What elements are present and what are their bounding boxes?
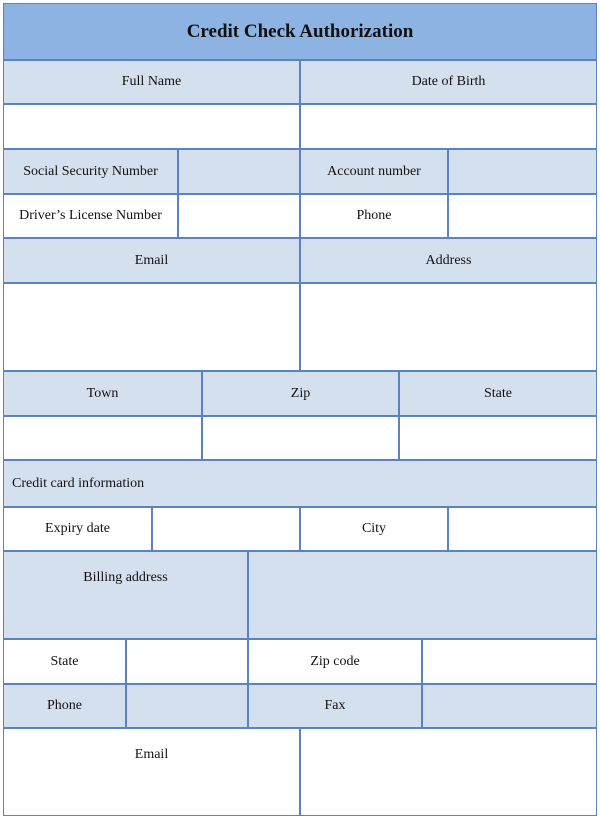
credit-card-info-heading: Credit card information bbox=[3, 460, 597, 507]
billing-email-field[interactable] bbox=[300, 728, 597, 816]
full-name-label: Full Name bbox=[3, 60, 300, 104]
phone-field[interactable] bbox=[448, 194, 597, 238]
date-of-birth-label: Date of Birth bbox=[300, 60, 597, 104]
billing-phone-label: Phone bbox=[3, 684, 126, 728]
ssn-label: Social Security Number bbox=[3, 149, 178, 194]
zip-code-field[interactable] bbox=[422, 639, 597, 684]
address-label: Address bbox=[300, 238, 597, 283]
email-field[interactable] bbox=[3, 283, 300, 371]
billing-phone-field[interactable] bbox=[126, 684, 248, 728]
town-field[interactable] bbox=[3, 416, 202, 460]
state-field[interactable] bbox=[399, 416, 597, 460]
city-field[interactable] bbox=[448, 507, 597, 551]
city-label: City bbox=[300, 507, 448, 551]
ssn-field[interactable] bbox=[178, 149, 300, 194]
full-name-field[interactable] bbox=[3, 104, 300, 149]
phone-label: Phone bbox=[300, 194, 448, 238]
date-of-birth-field[interactable] bbox=[300, 104, 597, 149]
drivers-license-field[interactable] bbox=[178, 194, 300, 238]
billing-email-label: Email bbox=[3, 728, 300, 816]
drivers-license-label: Driver’s License Number bbox=[3, 194, 178, 238]
email-label: Email bbox=[3, 238, 300, 283]
fax-label: Fax bbox=[248, 684, 422, 728]
account-number-field[interactable] bbox=[448, 149, 597, 194]
billing-state-field[interactable] bbox=[126, 639, 248, 684]
zip-field[interactable] bbox=[202, 416, 399, 460]
expiry-date-label: Expiry date bbox=[3, 507, 152, 551]
zip-label: Zip bbox=[202, 371, 399, 416]
town-label: Town bbox=[3, 371, 202, 416]
expiry-date-field[interactable] bbox=[152, 507, 300, 551]
state-label: State bbox=[399, 371, 597, 416]
zip-code-label: Zip code bbox=[248, 639, 422, 684]
billing-address-label: Billing address bbox=[3, 551, 248, 639]
billing-state-label: State bbox=[3, 639, 126, 684]
fax-field[interactable] bbox=[422, 684, 597, 728]
billing-address-field[interactable] bbox=[248, 551, 597, 639]
account-number-label: Account number bbox=[300, 149, 448, 194]
form-title: Credit Check Authorization bbox=[3, 3, 597, 60]
address-field[interactable] bbox=[300, 283, 597, 371]
